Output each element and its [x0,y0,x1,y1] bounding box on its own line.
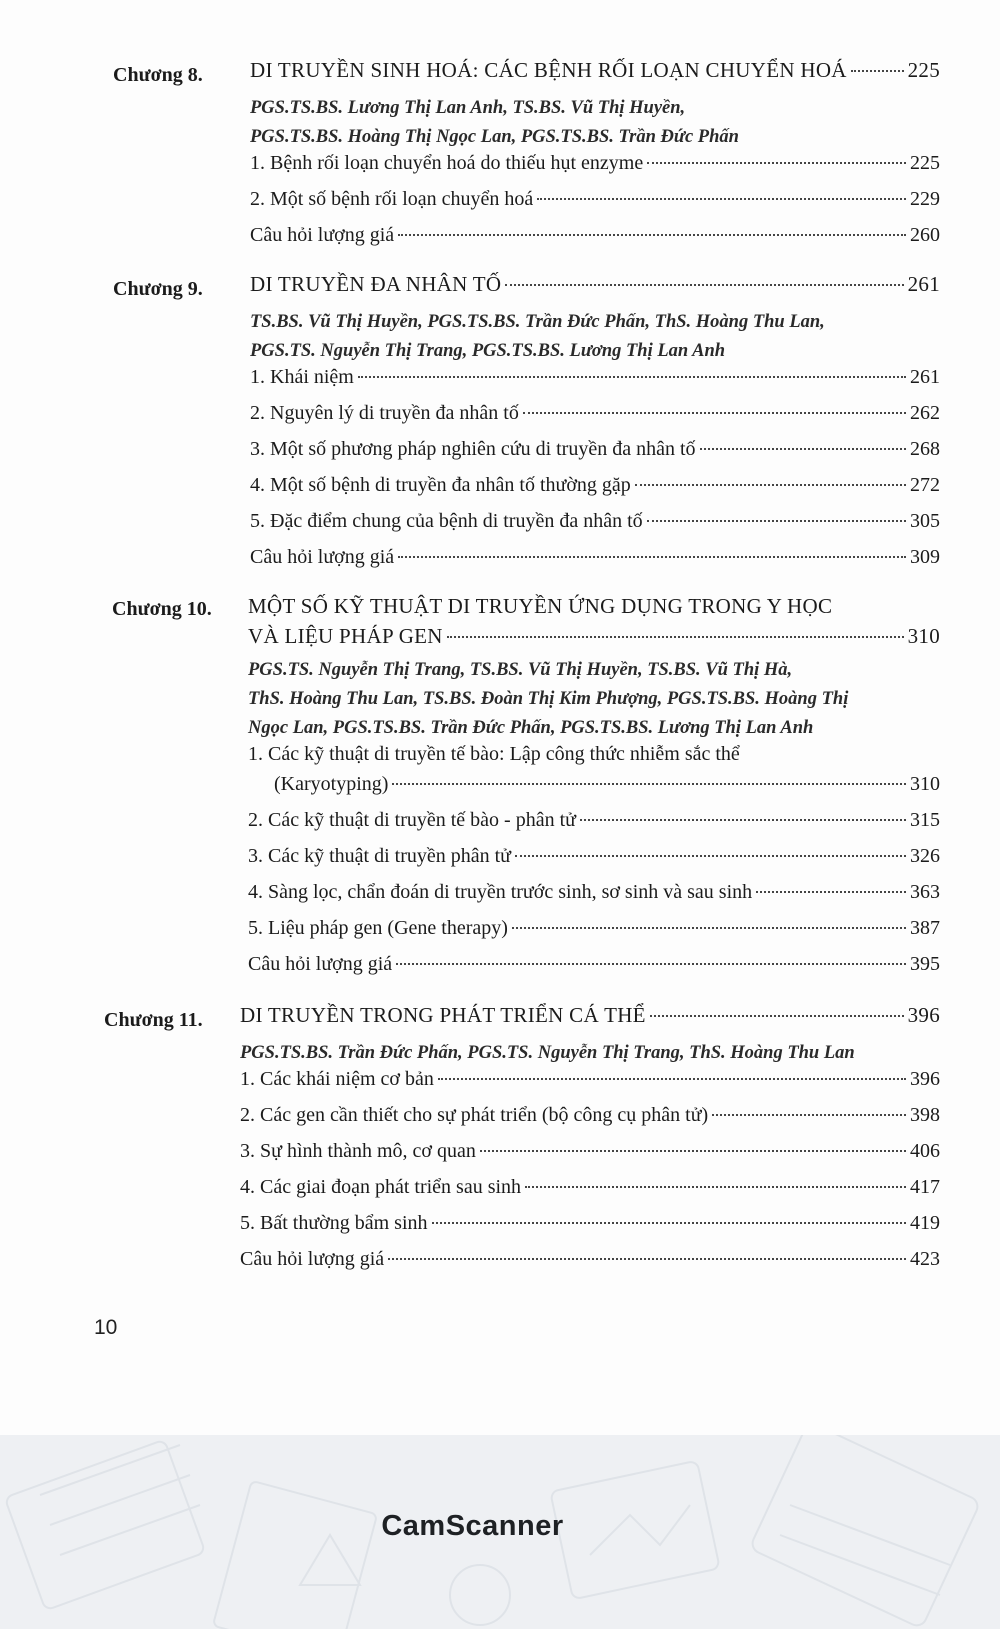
page-ref: 305 [910,510,940,532]
entry-title: 1. Các khái niệm cơ bản [240,1068,434,1090]
toc-entry[interactable] [250,188,940,224]
leader-dots [523,412,906,414]
page-ref: 272 [910,474,940,496]
entry-title: 3. Các kỹ thuật di truyền phân tử [248,845,512,867]
toc-entry[interactable] [250,546,940,582]
entry-title: 5. Đặc điểm chung của bệnh di truyền đa nhân tố [250,510,643,532]
leader-dots [398,556,906,558]
leader-dots [358,376,906,378]
page-ref: 387 [910,917,940,939]
toc-entry[interactable] [240,1140,940,1176]
page-ref: 261 [910,366,940,388]
authors-line: PGS.TS. Nguyễn Thị Trang, PGS.TS.BS. Lương Thị Lan Anh [250,341,726,361]
leader-dots [537,198,906,200]
page-ref: 225 [910,152,940,174]
leader-dots [647,520,906,522]
chapter-title-line[interactable] [250,58,940,94]
page-ref: 417 [910,1176,940,1198]
leader-dots [447,636,904,638]
toc-entry[interactable] [240,1176,940,1212]
page-ref: 315 [910,809,940,831]
chapter-title-line2: VÀ LIỆU PHÁP GEN [248,624,443,648]
toc-entry[interactable] [240,1212,940,1248]
entry-title: Câu hỏi lượng giá [250,546,395,568]
leader-dots [505,284,903,286]
toc-entry[interactable] [248,953,940,989]
toc-entry[interactable] [248,809,940,845]
authors-line: PGS.TS. Nguyễn Thị Trang, TS.BS. Vũ Thị Huyền, TS.BS. Vũ Thị Hà, [248,660,793,680]
entry-title: 2. Các gen cần thiết cho sự phát triển (bộ công cụ phân tử) [240,1104,709,1126]
authors-line: PGS.TS.BS. Hoàng Thị Ngọc Lan, PGS.TS.BS. Trần Đức Phấn [250,127,739,147]
camscanner-watermark: CamScanner [381,1510,564,1542]
page-ref: 398 [910,1104,940,1126]
toc-entry[interactable] [248,773,940,809]
entry-title: 3. Sự hình thành mô, cơ quan [240,1140,476,1162]
authors-line: TS.BS. Vũ Thị Huyền, PGS.TS.BS. Trần Đức Phấn, ThS. Hoàng Thu Lan, [250,312,825,332]
page-ref: 406 [910,1140,940,1162]
page-ref: 363 [910,881,940,903]
toc-entry[interactable] [240,1068,940,1104]
entry-title: 5. Liệu pháp gen (Gene therapy) [248,917,508,939]
entry-title: 2. Các kỹ thuật di truyền tế bào - phân tử [248,809,576,831]
leader-dots [525,1186,906,1188]
chapter-label: Chương 11. [104,1009,203,1031]
chapter-title-line[interactable] [250,272,940,308]
leader-dots [756,891,906,893]
toc-entry[interactable] [248,917,940,953]
authors-line: PGS.TS.BS. Lương Thị Lan Anh, TS.BS. Vũ Thị Huyền, [250,98,686,118]
page-ref: 309 [910,546,940,568]
leader-dots [712,1114,906,1116]
entry-title: 2. Nguyên lý di truyền đa nhân tố [250,402,519,424]
chapter-title: DI TRUYỀN TRONG PHÁT TRIỂN CÁ THỂ [240,1003,646,1027]
page-ref: 268 [910,438,940,460]
entry-title: 3. Một số phương pháp nghiên cứu di truyền đa nhân tố [250,438,696,460]
leader-dots [388,1258,906,1260]
leader-dots [515,855,906,857]
entry-title: 1. Bệnh rối loạn chuyển hoá do thiếu hụt enzyme [250,152,644,174]
page-ref: 310 [907,624,940,648]
leader-dots [700,448,906,450]
entry-title: 1. Khái niệm [250,366,354,388]
page-ref: 260 [910,224,940,246]
page-ref: 326 [910,845,940,867]
leader-dots [512,927,906,929]
leader-dots [650,1015,904,1017]
leader-dots [580,819,906,821]
authors-line: PGS.TS.BS. Trần Đức Phấn, PGS.TS. Nguyễn Thị Trang, ThS. Hoàng Thu Lan [240,1043,855,1063]
toc-entry[interactable] [250,366,940,402]
toc-entry[interactable] [248,845,940,881]
toc-entry[interactable] [250,510,940,546]
entry-title-line2: (Karyotyping) [274,773,389,795]
page-ref: 396 [907,1003,940,1027]
page-ref: 261 [907,272,940,296]
leader-dots [432,1222,906,1224]
entry-title: Câu hỏi lượng giá [248,953,393,975]
toc-entry[interactable] [250,402,940,438]
page-ref: 262 [910,402,940,424]
page-ref: 419 [910,1212,940,1234]
toc-entry[interactable] [240,1104,940,1140]
chapter-title-line[interactable] [240,1003,940,1039]
toc-entry[interactable] [250,224,940,260]
entry-title: 4. Một số bệnh di truyền đa nhân tố thường gặp [250,474,631,496]
chapter-label: Chương 9. [113,278,203,300]
entry-title: 2. Một số bệnh rối loạn chuyển hoá [250,188,534,210]
page-ref: 229 [910,188,940,210]
authors-line: ThS. Hoàng Thu Lan, TS.BS. Đoàn Thị Kim Phượng, PGS.TS.BS. Hoàng Thị [248,689,849,709]
page-ref: 310 [910,773,940,795]
scanner-footer [0,1435,1000,1629]
page-ref: 396 [910,1068,940,1090]
leader-dots [398,234,906,236]
page-ref: 395 [910,953,940,975]
authors-line: Ngọc Lan, PGS.TS.BS. Trần Đức Phấn, PGS.TS.BS. Lương Thị Lan Anh [248,718,814,738]
page-number: 10 [94,1316,118,1339]
page-ref: 423 [910,1248,940,1270]
entry-title: 4. Sàng lọc, chẩn đoán di truyền trước sinh, sơ sinh và sau sinh [248,881,753,903]
leader-dots [635,484,906,486]
toc-entry[interactable] [250,438,940,474]
chapter-title: DI TRUYỀN ĐA NHÂN TỐ [250,272,502,296]
leader-dots [438,1078,906,1080]
toc-entry[interactable] [250,474,940,510]
leader-dots [851,70,904,72]
leader-dots [480,1150,906,1152]
toc-entry[interactable] [250,152,940,188]
entry-title: 4. Các giai đoạn phát triển sau sinh [240,1176,522,1198]
entry-title: 5. Bất thường bẩm sinh [240,1212,428,1234]
page-ref: 225 [907,58,940,82]
toc-entry[interactable] [248,881,940,917]
leader-dots [647,162,906,164]
leader-dots [392,783,906,785]
toc-entry[interactable] [240,1248,940,1284]
chapter-title: DI TRUYỀN SINH HOÁ: CÁC BỆNH RỐI LOẠN CHUYỂN HOÁ [250,58,847,82]
leader-dots [396,963,906,965]
entry-title-line1[interactable]: 1. Các kỹ thuật di truyền tế bào: Lập công thức nhiễm sắc thể [248,743,740,765]
entry-title: Câu hỏi lượng giá [240,1248,385,1270]
chapter-title-line[interactable] [248,624,940,656]
entry-title: Câu hỏi lượng giá [250,224,395,246]
chapter-title-line1[interactable]: MỘT SỐ KỸ THUẬT DI TRUYỀN ỨNG DỤNG TRONG Y HỌC [248,594,833,618]
chapter-label: Chương 10. [112,598,212,620]
chapter-label: Chương 8. [113,64,203,86]
